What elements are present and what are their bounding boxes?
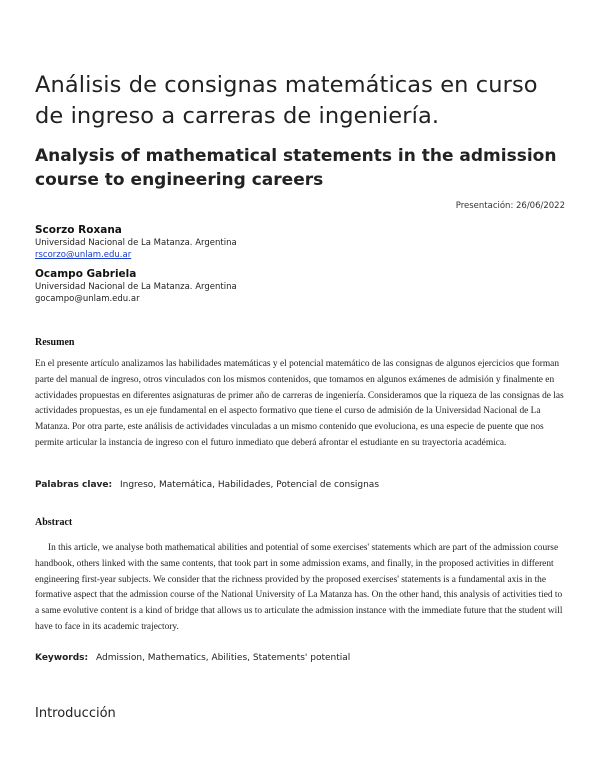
author-email-link[interactable]: rscorzo@unlam.edu.ar: [35, 250, 132, 260]
presentation-date: Presentación: 26/06/2022: [455, 201, 565, 211]
keywords-values: Ingreso, Matemática, Habilidades, Potencial de consignas: [119, 480, 380, 490]
author-name: Ocampo Gabriela: [35, 268, 137, 280]
keywords-label: Palabras clave:: [35, 480, 113, 490]
author-institution: Universidad Nacional de La Matanza. Argentina: [35, 238, 237, 248]
title-english: Analysis of mathematical statements in the admission course to engineering careers: [35, 146, 557, 190]
title-spanish: Análisis de consignas matemáticas en curso de ingreso a carreras de ingeniería.: [35, 72, 538, 129]
abstract-heading: Abstract: [35, 517, 73, 528]
keywords: [35, 653, 565, 663]
keywords-values: Admission, Mathematics, Abilities, Statements' potential: [96, 653, 351, 663]
introduccion-heading: Introducción: [35, 706, 116, 721]
resumen-text: En el presente artículo analizamos las habilidades matemáticas y el potencial matemático de las consignas de algunos ejercicios que forman parte del manual de ingreso, otros vinculados con los mismos contenidos, que tomamos en algunos exámenes de admisión y finalmente en actividades propuestas en diferentes asignaturas de primer año de carreras de ingeniería. Consideramos que la riqueza de las consignas de las actividades propuestas, es un eje fundamental en el aspecto formativo que tiene el curso de admisión de la Universidad Nacional de La Matanza. Por otra parte, este análisis de actividades vinculadas a un mismo contenido que evoluciona, es una especie de puente que nos permite articular la instancia de ingreso con el futuro inmediato que deberá afrontar el estudiante en su trayectoria académica.: [35, 359, 564, 448]
author-name: Scorzo Roxana: [35, 224, 122, 236]
abstract-text: In this article, we analyse both mathematical abilities and potential of some exercises' statements which are part of the admission course handbook, others linked with the same contents, that took part in some admission exams, and finally, in the proposed activities in different engineering first-year subjects. We consider that the richness provided by the proposed exercises' statements is a fundamental axis in the formative aspect that the admission course of the National University of La Matanza has. On the other hand, this analysis of activities tied to a same evolutive content is a kind of bridge that allows us to articulate the admission instance with the immediate future that the student will have to face in its academic trajectory.: [35, 543, 563, 632]
author-block-2: [35, 267, 237, 305]
author-email: gocampo@unlam.edu.ar: [35, 294, 140, 304]
resumen-heading: Resumen: [35, 337, 75, 348]
palabras-clave: [35, 480, 565, 490]
author-institution: Universidad Nacional de La Matanza. Argentina: [35, 282, 237, 292]
author-block-1: [35, 223, 237, 261]
keywords-label: Keywords:: [35, 653, 89, 663]
